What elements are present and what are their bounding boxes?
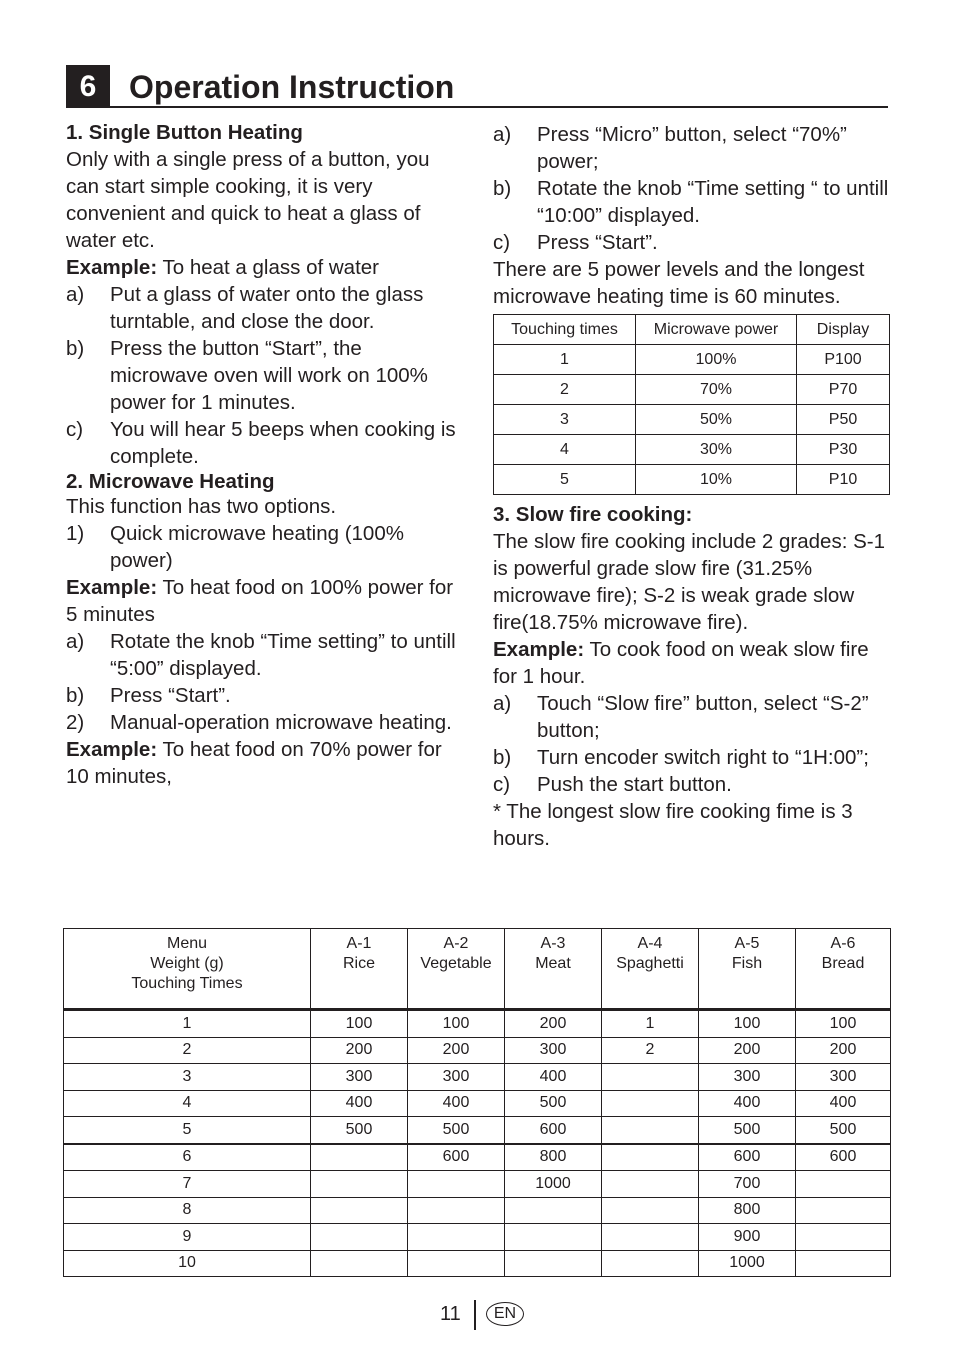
table-cell: 200 — [796, 1037, 891, 1064]
table-row — [64, 1171, 891, 1198]
table-row — [64, 1010, 891, 1038]
table-cell — [408, 1197, 505, 1224]
table-cell: 500 — [796, 1117, 891, 1144]
list-item — [493, 229, 889, 256]
table-cell: 300 — [505, 1037, 602, 1064]
example-text: To heat food on 70% power for 10 minutes, — [66, 738, 442, 788]
table-header-cell — [699, 929, 796, 1010]
table-header-cell — [311, 929, 408, 1010]
example-label: Example: — [66, 738, 158, 761]
table-cell: 200 — [699, 1037, 796, 1064]
list-marker: b) — [66, 337, 85, 360]
table-cell: 8 — [64, 1197, 311, 1224]
table-cell: 300 — [408, 1064, 505, 1091]
column-name: Bread — [821, 955, 865, 972]
table-row — [64, 1037, 891, 1064]
power-table — [493, 314, 890, 495]
table-cell — [408, 1224, 505, 1251]
list-marker: b) — [493, 746, 512, 769]
list-marker: a) — [66, 630, 85, 653]
example-text: To heat a glass of water — [157, 256, 379, 279]
table-cell — [602, 1117, 699, 1144]
table-cell: 100 — [311, 1010, 408, 1038]
table-cell: 70% — [636, 375, 797, 405]
list-item — [66, 281, 462, 335]
example-label: Example: — [66, 576, 158, 599]
table-cell — [311, 1250, 408, 1277]
column-name: Fish — [731, 955, 763, 972]
table-cell — [311, 1144, 408, 1171]
example-text: To heat food on 100% power for 5 minutes — [66, 576, 454, 626]
list-text: Put a glass of water onto the glass turntable, and close the door. — [110, 283, 424, 333]
list-text: Press the button “Start”, the microwave oven will work on 100% power for 1 minutes. — [110, 337, 428, 414]
table-cell: 6 — [64, 1144, 311, 1171]
column-name: Vegetable — [420, 955, 492, 972]
table-cell — [602, 1197, 699, 1224]
list-marker: 2) — [66, 711, 85, 734]
list-item — [493, 175, 889, 229]
table-cell: 500 — [311, 1117, 408, 1144]
table-row — [494, 465, 890, 495]
s1-example — [66, 254, 462, 281]
table-cell: 1 — [602, 1010, 699, 1038]
table-cell: 1000 — [699, 1250, 796, 1277]
list-text: You will hear 5 beeps when cooking is complete. — [110, 418, 456, 468]
list-marker: a) — [66, 283, 85, 306]
table-cell: 7 — [64, 1171, 311, 1198]
s3-intro: The slow fire cooking include 2 grades: S-1 is powerful grade slow fire (31.25% microwave fire); S-2 is weak grade slow fire(18.75% microwave fire). — [493, 530, 885, 634]
table-header-cell: Touching times — [494, 315, 636, 345]
column-name: Meat — [535, 955, 571, 972]
list-text: Turn encoder switch right to “1H:00”; — [537, 746, 869, 769]
table-cell: 500 — [505, 1090, 602, 1117]
table-cell — [796, 1197, 891, 1224]
list-text: Quick microwave heating (100% power) — [110, 522, 404, 572]
table-cell: 100 — [408, 1010, 505, 1038]
table-cell: 3 — [494, 405, 636, 435]
table-cell: 800 — [699, 1197, 796, 1224]
table-cell: P100 — [797, 345, 890, 375]
table-cell: 100 — [699, 1010, 796, 1038]
right-column — [493, 121, 889, 852]
list-text: Press “Micro” button, select “70%” power; — [537, 123, 847, 173]
s2-example-2 — [66, 736, 462, 790]
table-cell: 4 — [494, 435, 636, 465]
header-line: Menu — [166, 935, 208, 952]
s1-heading: 1. Single Button Heating — [66, 121, 303, 144]
list-text: Rotate the knob “Time setting “ to untill “10:00” displayed. — [537, 177, 889, 227]
table-cell — [311, 1171, 408, 1198]
power-note: There are 5 power levels and the longest microwave heating time is 60 minutes. — [493, 258, 865, 308]
table-cell: 2 — [494, 375, 636, 405]
table-cell: P70 — [797, 375, 890, 405]
table-cell: 600 — [796, 1144, 891, 1171]
table-cell — [505, 1224, 602, 1251]
table-cell — [408, 1250, 505, 1277]
list-item — [66, 682, 462, 709]
table-header-row — [64, 929, 891, 1010]
list-item — [66, 709, 462, 736]
list-marker: a) — [493, 123, 512, 146]
table-cell: 300 — [311, 1064, 408, 1091]
table-row — [494, 375, 890, 405]
s3-note: * The longest slow fire cooking fime is 3 hours. — [493, 800, 853, 850]
s3-example — [493, 636, 889, 690]
table-cell — [796, 1171, 891, 1198]
table-cell — [602, 1250, 699, 1277]
table-cell: P10 — [797, 465, 890, 495]
table-cell: 400 — [311, 1090, 408, 1117]
list-item — [66, 335, 462, 416]
s2-heading: 2. Microwave Heating — [66, 470, 275, 493]
table-cell: 100 — [796, 1010, 891, 1038]
table-cell — [408, 1171, 505, 1198]
column-code: A-2 — [443, 935, 469, 952]
table-cell: 400 — [505, 1064, 602, 1091]
table-row — [64, 1064, 891, 1091]
column-code: A-4 — [637, 935, 663, 952]
table-cell: 2 — [602, 1037, 699, 1064]
table-cell: 200 — [311, 1037, 408, 1064]
table-cell: 400 — [699, 1090, 796, 1117]
list-marker: c) — [493, 231, 511, 254]
table-cell: P30 — [797, 435, 890, 465]
table-cell — [796, 1224, 891, 1251]
table-cell: 300 — [699, 1064, 796, 1091]
table-header-cell: Microwave power — [636, 315, 797, 345]
table-row — [494, 405, 890, 435]
list-marker: b) — [493, 177, 512, 200]
example-text: To cook food on weak slow fire for 1 hour. — [493, 638, 869, 688]
list-marker: c) — [493, 773, 511, 796]
column-code: A-6 — [830, 935, 856, 952]
table-cell — [602, 1171, 699, 1198]
table-cell: 300 — [796, 1064, 891, 1091]
example-label: Example: — [66, 256, 158, 279]
table-cell: 1 — [64, 1010, 311, 1038]
column-code: A-3 — [540, 935, 566, 952]
table-cell — [602, 1064, 699, 1091]
menu-table — [63, 928, 891, 1277]
left-column — [66, 119, 462, 790]
table-cell: 9 — [64, 1224, 311, 1251]
example-label: Example: — [493, 638, 585, 661]
table-cell — [602, 1144, 699, 1171]
list-marker: 1) — [66, 522, 85, 545]
list-marker: b) — [66, 684, 85, 707]
table-cell: 600 — [699, 1144, 796, 1171]
table-cell: 5 — [494, 465, 636, 495]
page-title: Operation Instruction — [129, 69, 455, 105]
table-header-cell — [505, 929, 602, 1010]
table-cell: 400 — [796, 1090, 891, 1117]
list-item — [493, 121, 889, 175]
list-item — [493, 690, 889, 744]
table-header-cell — [796, 929, 891, 1010]
table-row — [494, 345, 890, 375]
table-row — [64, 1250, 891, 1277]
table-cell: 500 — [408, 1117, 505, 1144]
column-name: Rice — [342, 955, 375, 972]
table-cell: 10% — [636, 465, 797, 495]
table-cell: 700 — [699, 1171, 796, 1198]
table-cell — [505, 1250, 602, 1277]
list-text: Push the start button. — [537, 773, 732, 796]
table-cell: 200 — [408, 1037, 505, 1064]
s2-example-1 — [66, 574, 462, 628]
page-number: 11 — [440, 1303, 461, 1325]
section-number: 6 — [66, 65, 110, 108]
s2-intro: This function has two options. — [66, 495, 337, 518]
table-header-cell — [408, 929, 505, 1010]
header-rule — [110, 106, 888, 108]
list-marker: a) — [493, 692, 512, 715]
table-cell: 600 — [505, 1117, 602, 1144]
table-row — [494, 435, 890, 465]
column-code: A-1 — [346, 935, 372, 952]
table-cell: P50 — [797, 405, 890, 435]
table-cell: 10 — [64, 1250, 311, 1277]
table-cell: 4 — [64, 1090, 311, 1117]
table-cell: 3 — [64, 1064, 311, 1091]
list-item — [66, 520, 462, 574]
table-cell: 600 — [408, 1144, 505, 1171]
table-row — [64, 1144, 891, 1171]
table-header-cell — [602, 929, 699, 1010]
table-header-cell-menu — [64, 929, 311, 1010]
table-cell: 800 — [505, 1144, 602, 1171]
table-cell — [602, 1090, 699, 1117]
table-header-row — [494, 315, 890, 345]
table-cell — [311, 1224, 408, 1251]
s3-heading: 3. Slow fire cooking: — [493, 503, 693, 526]
table-cell: 50% — [636, 405, 797, 435]
table-cell: 2 — [64, 1037, 311, 1064]
table-cell: 30% — [636, 435, 797, 465]
list-marker: c) — [66, 418, 84, 441]
page-footer — [0, 1298, 954, 1332]
footer-divider — [474, 1300, 476, 1330]
table-cell: 500 — [699, 1117, 796, 1144]
column-name: Spaghetti — [616, 955, 684, 972]
list-item — [66, 628, 462, 682]
list-item — [66, 416, 462, 470]
list-text: Manual-operation microwave heating. — [110, 711, 452, 734]
table-cell — [505, 1197, 602, 1224]
list-item — [493, 744, 889, 771]
language-badge: EN — [486, 1302, 524, 1326]
table-cell — [796, 1250, 891, 1277]
header-line: Touching Times — [131, 975, 243, 992]
list-text: Rotate the knob “Time setting” to untill “5:00” displayed. — [110, 630, 456, 680]
table-row — [64, 1197, 891, 1224]
table-cell: 200 — [505, 1010, 602, 1038]
table-row — [64, 1090, 891, 1117]
table-cell — [602, 1224, 699, 1251]
menu-table-body — [64, 1010, 891, 1277]
s1-intro: Only with a single press of a button, you can start simple cooking, it is very convenient and quick to heat a glass of water etc. — [66, 148, 430, 252]
section-header — [66, 65, 888, 108]
header-line: Weight (g) — [150, 955, 224, 972]
table-cell: 400 — [408, 1090, 505, 1117]
list-item — [493, 771, 889, 798]
list-text: Press “Start”. — [537, 231, 658, 254]
table-cell: 1000 — [505, 1171, 602, 1198]
list-text: Press “Start”. — [110, 684, 231, 707]
table-header-cell: Display — [797, 315, 890, 345]
table-cell: 100% — [636, 345, 797, 375]
table-cell — [311, 1197, 408, 1224]
table-row — [64, 1117, 891, 1144]
table-cell: 900 — [699, 1224, 796, 1251]
column-code: A-5 — [734, 935, 760, 952]
table-cell: 1 — [494, 345, 636, 375]
list-text: Touch “Slow fire” button, select “S-2” button; — [537, 692, 869, 742]
table-row — [64, 1224, 891, 1251]
table-cell: 5 — [64, 1117, 311, 1144]
